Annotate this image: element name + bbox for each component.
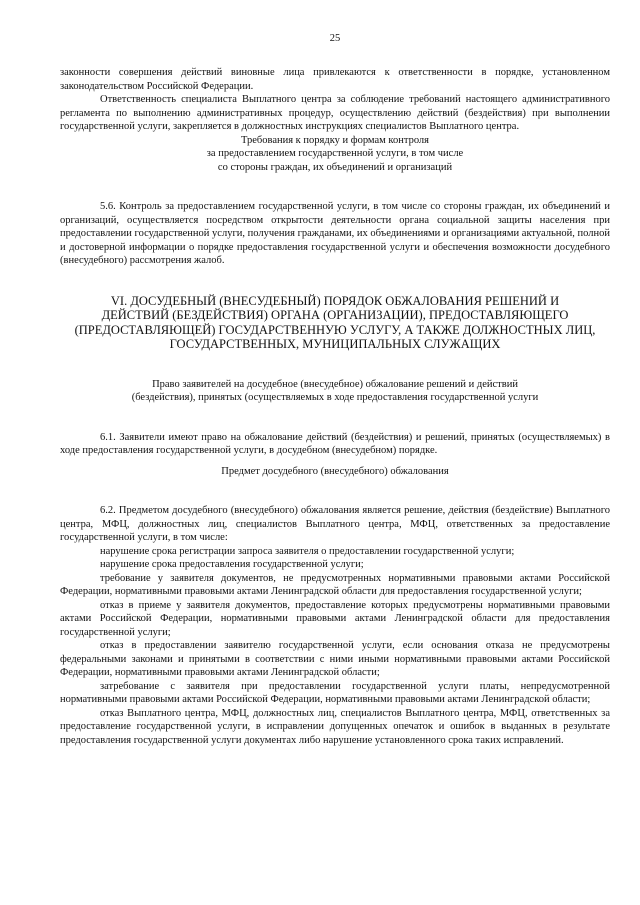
section-heading-line-4: ГОСУДАРСТВЕННЫХ, МУНИЦИПАЛЬНЫХ СЛУЖАЩИХ bbox=[169, 337, 501, 351]
document-page bbox=[60, 32, 610, 747]
list-item: нарушение срока регистрации запроса заявителя о предоставлении государственной услуги; bbox=[100, 545, 515, 557]
subheading-control-requirements-3: со стороны граждан, их объединений и организаций bbox=[217, 161, 453, 173]
paragraph-liability: законности совершения действий виновные лица привлекаются к ответственности в порядке, установленном законодательством Российской Федерации. bbox=[60, 67, 610, 92]
paragraph-specialist-responsibility: Ответственность специалиста Выплатного центра за соблюдение требований настоящего административного регламента по выполнению административных процедур, осуществлению действий (бездействия) при выполнении государственной услуги, закрепляется в должностных инструкциях специалистов Выплатного центра. bbox=[60, 94, 610, 132]
list-item: отказ в приеме у заявителя документов, предоставление которых предусмотрены нормативными правовыми актами Российской Федерации, нормативными правовыми актами Ленинградской области для предоставления государственной услуги; bbox=[60, 599, 610, 638]
section-heading-line-2: ДЕЙСТВИЙ (БЕЗДЕЙСТВИЯ) ОРГАНА (ОРГАНИЗАЦИИ), ПРЕДОСТАВЛЯЮЩЕГО bbox=[101, 308, 569, 322]
page-number: 25 bbox=[329, 33, 341, 44]
subheading-control-requirements-2: за предоставлением государственной услуги, в том числе bbox=[206, 148, 464, 159]
section-heading-line-1: VI. ДОСУДЕБНЫЙ (ВНЕСУДЕБНЫЙ) ПОРЯДОК ОБЖАЛОВАНИЯ РЕШЕНИЙ И bbox=[110, 293, 560, 308]
list-item: затребование с заявителя при предоставлении государственной услуги платы, непредусмотренной нормативными правовыми актами Российской Федерации, нормативными правовыми актами Ленинградской области; bbox=[60, 680, 610, 705]
paragraph-6-2: 6.2. Предметом досудебного (внесудебного) обжалования является решение, действия (бездействие) Выплатного центра, МФЦ, должностных лиц, специалистов Выплатного центра, МФЦ, ответственных за предоставление государственной услуги, в том числе: bbox=[60, 505, 610, 543]
subheading-control-requirements-1: Требования к порядку и формам контроля bbox=[240, 134, 429, 146]
section-heading-line-3: (ПРЕДОСТАВЛЯЮЩЕЙ) ГОСУДАРСТВЕННУЮ УСЛУГУ, А ТАКЖЕ ДОЛЖНОСТНЫХ ЛИЦ, bbox=[74, 322, 596, 337]
list-item: требование у заявителя документов, не предусмотренных нормативными правовыми актами Российской Федерации, нормативными правовыми актами Ленинградской области для предоставления государственной услуги; bbox=[60, 572, 610, 597]
paragraph-5-6: 5.6. Контроль за предоставлением государственной услуги, в том числе со стороны граждан, их объединений и организаций, осуществляется посредством открытости деятельности органа социальной защиты населения при предоставлении государственной услуги, получения гражданами, их объединениями и организациями актуальной, полной и достоверной информации о порядке предоставления государственной услуги и обеспечения возможности досудебного (внесудебного) рассмотрения жалоб. bbox=[60, 201, 610, 266]
subheading-appeal-subject: Предмет досудебного (внесудебного) обжалования bbox=[221, 465, 449, 477]
paragraph-6-1: 6.1. Заявители имеют право на обжалование действий (бездействия) и решений, принятых (осуществляемых) в ходе предоставления государственной услуги, в досудебном (внесудебном) порядке. bbox=[60, 431, 610, 456]
subheading-appeal-right-1: Право заявителей на досудебное (внесудебное) обжалование решений и действий bbox=[152, 378, 518, 390]
list-item: нарушение срока предоставления государственной услуги; bbox=[100, 559, 364, 570]
subheading-appeal-right-2: (бездействия), принятых (осуществляемых в ходе предоставления государственной услуги bbox=[131, 392, 539, 403]
list-item: отказ Выплатного центра, МФЦ, должностных лиц, специалистов Выплатного центра, МФЦ, ответственных за предоставление государственной услуги, в исправлении допущенных опечаток и ошибок в выданных в результате предоставления государственной услуги документах либо нарушение установленного срока таких исправлений. bbox=[60, 707, 610, 746]
list-item: отказ в предоставлении заявителю государственной услуги, если основания отказа не предусмотрены федеральными законами и принятыми в соответствии с ними иными нормативными правовыми актами Российской Федерации, нормативными правовыми актами Ленинградской области; bbox=[60, 640, 610, 678]
